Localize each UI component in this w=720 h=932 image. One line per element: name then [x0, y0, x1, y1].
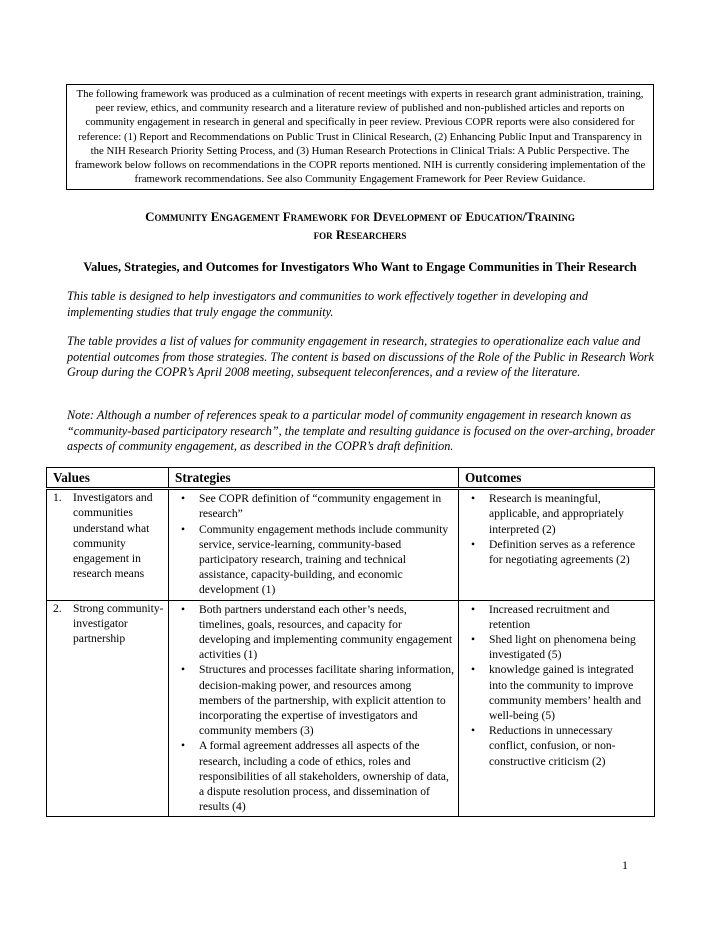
outcome-item: • Reductions in unnecessary conflict, confusion, or non-constructive criticism (2) [463, 723, 650, 769]
intro-paragraph-3: Note: Although a number of references speak to a particular model of community engagement in research known as “community-based participatory research”, the template and resulting guidance is focused on the over-arching, broader aspects of community engagement, as described in the COPR’s draft definition. [67, 408, 656, 454]
framework-table [46, 467, 655, 817]
strategies-cell [169, 489, 459, 600]
value-cell [47, 489, 169, 600]
intro-paragraph-2: The table provides a list of values for community engagement in research, strategies to operationalize each value and potential outcomes from those strategies. The content is based on discussions of the Role of the Public in Research Work Group during the COPR’s April 2008 meeting, subsequent teleconferences, and a review of the literature. [67, 334, 654, 380]
outcomes-cell [459, 600, 655, 817]
intro-paragraph-1: This table is designed to help investigators and communities to work effectively together in developing and implementing studies that truly engage the community. [67, 289, 588, 319]
table-header-row [47, 468, 655, 489]
strategy-item: • Both partners understand each other’s needs, timelines, goals, resources, and capacity for developing and implementing community engagement activities (1) [173, 602, 454, 663]
header-values: Values [47, 468, 169, 489]
outcome-item: • Increased recruitment and retention [463, 602, 650, 632]
value-number: 1. [53, 491, 62, 505]
title-line-1: Community Engagement Framework for Development of Education/Training [145, 209, 575, 224]
header-strategies: Strategies [169, 468, 459, 489]
table-row [47, 600, 655, 817]
value-text: Investigators and communities understand what community engagement in research means [73, 491, 153, 581]
value-cell [47, 600, 169, 817]
intro-box: The following framework was produced as a culmination of recent meetings with experts in research grant administration, training, peer review, ethics, and community research and a literature review of published and non-published articles and reports on community engagement in research in general and specifically in peer review. Previous COPR reports were also considered for reference: (1) Report and Recommendations on Public Trust in Clinical Research, (2) Enhancing Public Input and Transparency in the NIH Research Priority Setting Process, and (3) Human Research Protections in Clinical Trials: A Public Perspective. The framework below follows on recommendations in the COPR reports mentioned. NIH is currently considering implementation of the framework recommendations. See also Community Engagement Framework for Peer Review Guidance. [66, 84, 654, 190]
outcomes-cell [459, 489, 655, 600]
outcome-item: • Shed light on phenomena being investigated (5) [463, 632, 650, 662]
page-number: 1 [622, 858, 628, 872]
document-title [40, 208, 680, 244]
header-outcomes: Outcomes [459, 468, 655, 489]
value-text: Strong community-investigator partnership [73, 601, 164, 646]
outcome-item: • Definition serves as a reference for negotiating agreements (2) [463, 537, 650, 567]
table-row [47, 489, 655, 600]
strategy-item: • See COPR definition of “community engagement in research” [173, 491, 454, 521]
outcome-item: • Research is meaningful, applicable, and appropriately interpreted (2) [463, 491, 650, 537]
outcome-item: • knowledge gained is integrated into the community to improve community members’ health and well-being (5) [463, 662, 650, 723]
value-number: 2. [53, 601, 62, 615]
title-line-2: for Researchers [313, 227, 407, 242]
strategy-item: • A formal agreement addresses all aspects of the research, including a code of ethics, roles and responsibilities of all stakeholders, ownership of data, a dispute resolution process, and dissemination of results (4) [173, 738, 454, 814]
strategies-cell [169, 600, 459, 817]
strategy-item: • Structures and processes facilitate sharing information, decision-making power, and resources among members of the partnership, with explicit attention to incorporating the expertise of investigators and community members (3) [173, 662, 454, 738]
document-subtitle: Values, Strategies, and Outcomes for Investigators Who Want to Engage Communities in Their Research [83, 260, 637, 274]
strategy-item: • Community engagement methods include community service, service-learning, community-based participatory research, training and technical assistance, capacity-building, and economic development (1) [173, 522, 454, 598]
